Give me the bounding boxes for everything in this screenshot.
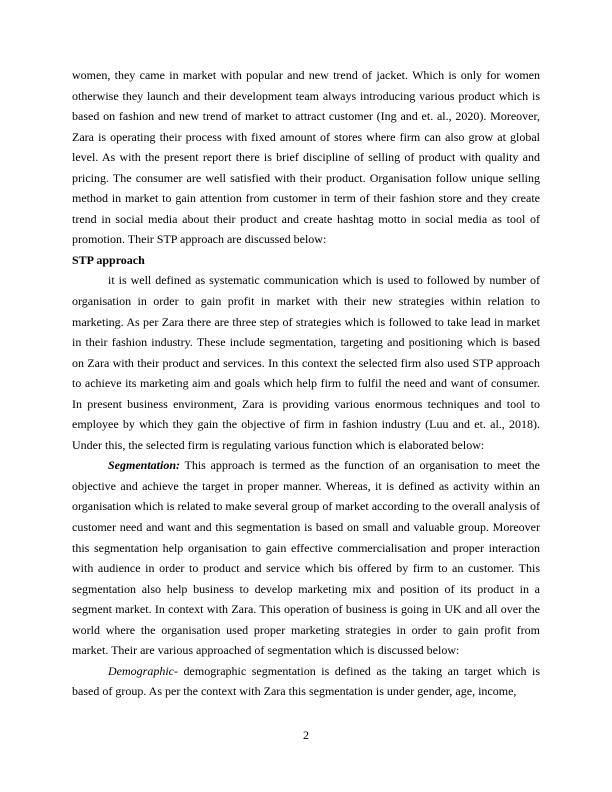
body-paragraph-stp: it is well defined as systematic communication which is used to followed by number of organisation in order to gain profit in market with their new strategies within relation to marketing. As per Zara there are three step of strategies which is followed to take lead in market in their fashion industry. These include segmentation, targeting and positioning which is based on Zara with their product and services. In this context the selected firm also used STP approach to achieve its marketing aim and goals which help firm to fulfil the need and want of consumer. In present business environment, Zara is providing various enormous techniques and tool to employee by which they gain the objective of firm in fashion industry (Luu and et. al., 2018). Under this, the selected firm is regulating various function which is elaborated below:	[72, 273, 540, 452]
body-paragraph: women, they came in market with popular and new trend of jacket. Which is only for women otherwise they launch and their development team always introducing various product which is based on fashion and new trend of market to attract customer (Ing and et. al., 2020). Moreover, Zara is operating their process with fixed amount of stores where firm can also grow at global level. As with the present report there is brief discipline of selling of product with quality and pricing. The consumer are well satisfied with their product. Organisation follow unique selling method in market to gain attention from customer in term of their fashion store and they create trend in social media about their product and create hashtag motto in social media as tool of promotion. Their STP approach are discussed below:	[72, 68, 540, 247]
term-demographic: Demographic	[108, 663, 174, 678]
term-segmentation: Segmentation:	[108, 458, 181, 473]
segmentation-text: This approach is termed as the function of an organisation to meet the objective and achieve the target in proper manner. Whereas, it is defined as activity within an organisation which is related to make several group of market according to the overall analysis of customer need and want and this segmentation is based on small and valuable group. Moreover this segmentation help organisation to gain effective commercialisation and proper interaction with audience in order to product and service which bis offered by firm to an customer. This segmentation also help business to develop marketing mix and position of its product in a segment market. In context with Zara. This operation of business is going in UK and all over the world where the organisation used proper marketing strategies in order to gain profit from market. Their are various approached of segmentation which is discussed below:	[72, 458, 540, 658]
page-number: 2	[303, 728, 309, 742]
section-heading-stp: STP approach	[72, 252, 145, 267]
document-body	[72, 65, 540, 702]
demographic-text: - demographic segmentation is defined as the taking an target which is based of group. As per the context with Zara this segmentation is under gender, age, income,	[72, 663, 540, 699]
body-paragraph-demographic	[72, 661, 540, 702]
body-paragraph-segmentation	[72, 455, 540, 660]
